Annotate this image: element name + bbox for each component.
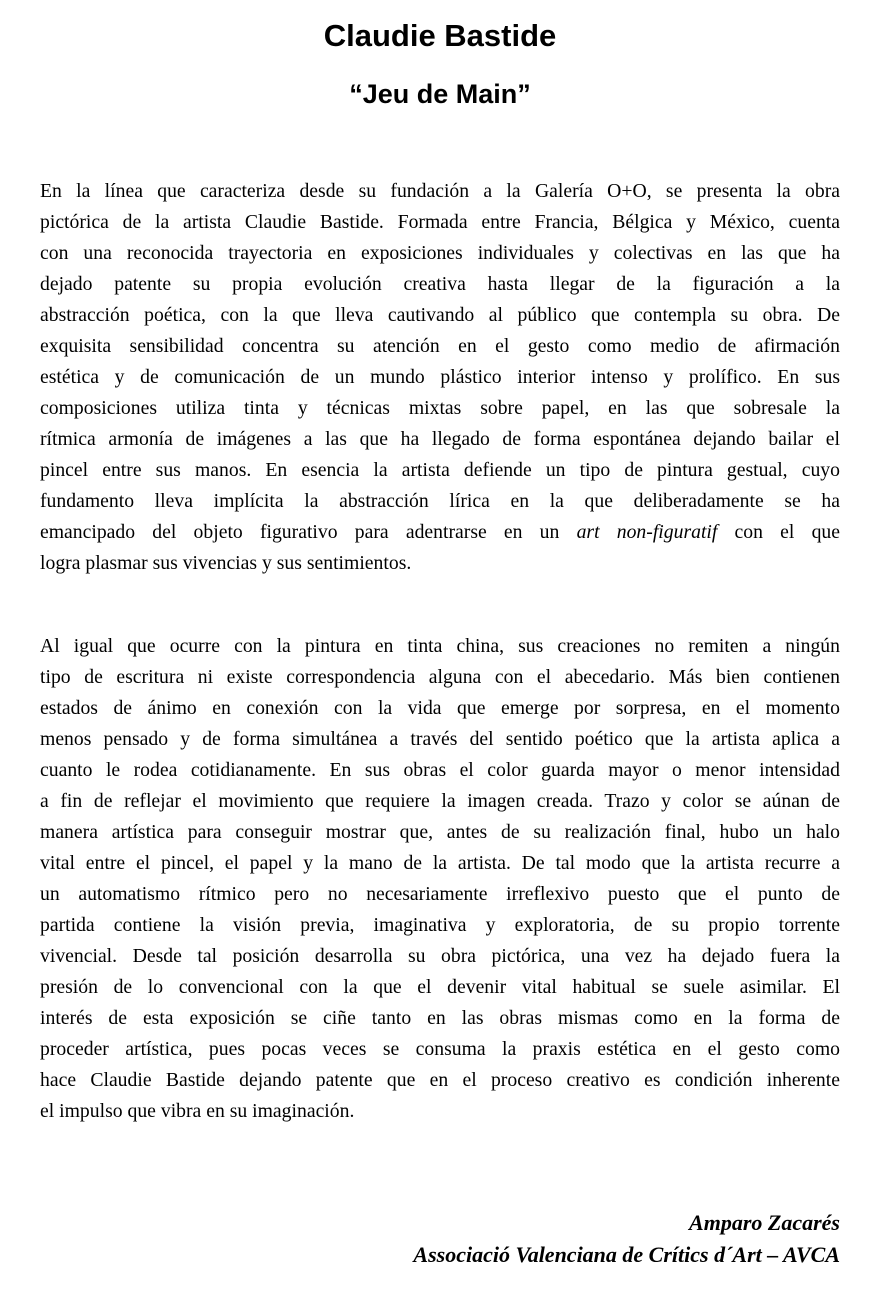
- text-line: emancipado del objeto figurativo para adentrarse en un art non-figuratif con el que: [40, 521, 840, 543]
- text-line: proceder artística, pues pocas veces se consuma la praxis estética en el gesto como: [40, 1038, 840, 1060]
- text-line: interés de esta exposición se ciñe tanto en las obras mismas como en la forma de: [40, 1007, 840, 1029]
- italic-phrase: art non-figuratif: [576, 521, 718, 543]
- text-line: exquisita sensibilidad concentra su atención en el gesto como medio de afirmación: [40, 335, 840, 357]
- text-line: vivencial. Desde tal posición desarrolla su obra pictórica, una vez ha dejado fuera la: [40, 945, 840, 967]
- text-line: fundamento lleva implícita la abstracción lírica en la que deliberadamente se ha: [40, 490, 840, 512]
- text-line: En la línea que caracteriza desde su fundación a la Galería O+O, se presenta la obra: [40, 180, 840, 202]
- text-line: manera artística para conseguir mostrar que, antes de su realización final, hubo un halo: [40, 821, 840, 843]
- text-line: con una reconocida trayectoria en exposiciones individuales y colectivas en las que ha: [40, 242, 840, 264]
- text-line: dejado patente su propia evolución creativa hasta llegar de la figuración a la: [40, 273, 840, 295]
- text-line: pincel entre sus manos. En esencia la artista defiende un tipo de pintura gestual, cuyo: [40, 459, 840, 481]
- text-line: estética y de comunicación de un mundo plástico interior intenso y prolífico. En sus: [40, 366, 840, 388]
- text-line: vital entre el pincel, el papel y la mano de la artista. De tal modo que la artista recurre a: [40, 852, 840, 874]
- text-line: tipo de escritura ni existe correspondencia alguna con el abecedario. Más bien contienen: [40, 666, 840, 688]
- text-line: cuanto le rodea cotidianamente. En sus obras el color guarda mayor o menor intensidad: [40, 759, 840, 781]
- text-line: rítmica armonía de imágenes a las que ha llegado de forma espontánea dejando bailar el: [40, 428, 840, 450]
- document-body: [40, 176, 840, 1127]
- text-line: hace Claudie Bastide dejando patente que en el proceso creativo es condición inherente: [40, 1069, 840, 1091]
- text-line: pictórica de la artista Claudie Bastide. Formada entre Francia, Bélgica y México, cuenta: [40, 211, 840, 233]
- text-line: logra plasmar sus vivencias y sus sentimientos.: [40, 552, 412, 574]
- text-line: abstracción poética, con la que lleva cautivando al público que contempla su obra. De: [40, 304, 840, 326]
- signature-author: Amparo Zacarés: [689, 1210, 840, 1235]
- document-title: Claudie Bastide: [323, 18, 557, 53]
- text-line: presión de lo convencional con la que el devenir vital habitual se suele asimilar. El: [40, 976, 840, 998]
- text-line: composiciones utiliza tinta y técnicas mixtas sobre papel, en las que sobresale la: [40, 397, 840, 419]
- text-line: estados de ánimo en conexión con la vida que emerge por sorpresa, en el momento: [40, 697, 840, 719]
- paragraph-2: [40, 631, 840, 1127]
- text-line: el impulso que vibra en su imaginación.: [40, 1100, 355, 1122]
- signature-organization: Associació Valenciana de Crítics d´Art – AVCA: [413, 1242, 840, 1267]
- signature-block: [40, 1207, 840, 1271]
- text-line: menos pensado y de forma simultánea a través del sentido poético que la artista aplica a: [40, 728, 840, 750]
- text-line: un automatismo rítmico pero no necesariamente irreflexivo puesto que el punto de: [40, 883, 840, 905]
- document-subtitle: “Jeu de Main”: [349, 79, 531, 109]
- paragraph-1: [40, 176, 840, 579]
- text-line: Al igual que ocurre con la pintura en tinta china, sus creaciones no remiten a ningún: [40, 635, 840, 657]
- text-line: partida contiene la visión previa, imaginativa y exploratoria, de su propio torrente: [40, 914, 840, 936]
- text-line: a fin de reflejar el movimiento que requiere la imagen creada. Trazo y color se aúnan de: [40, 790, 840, 812]
